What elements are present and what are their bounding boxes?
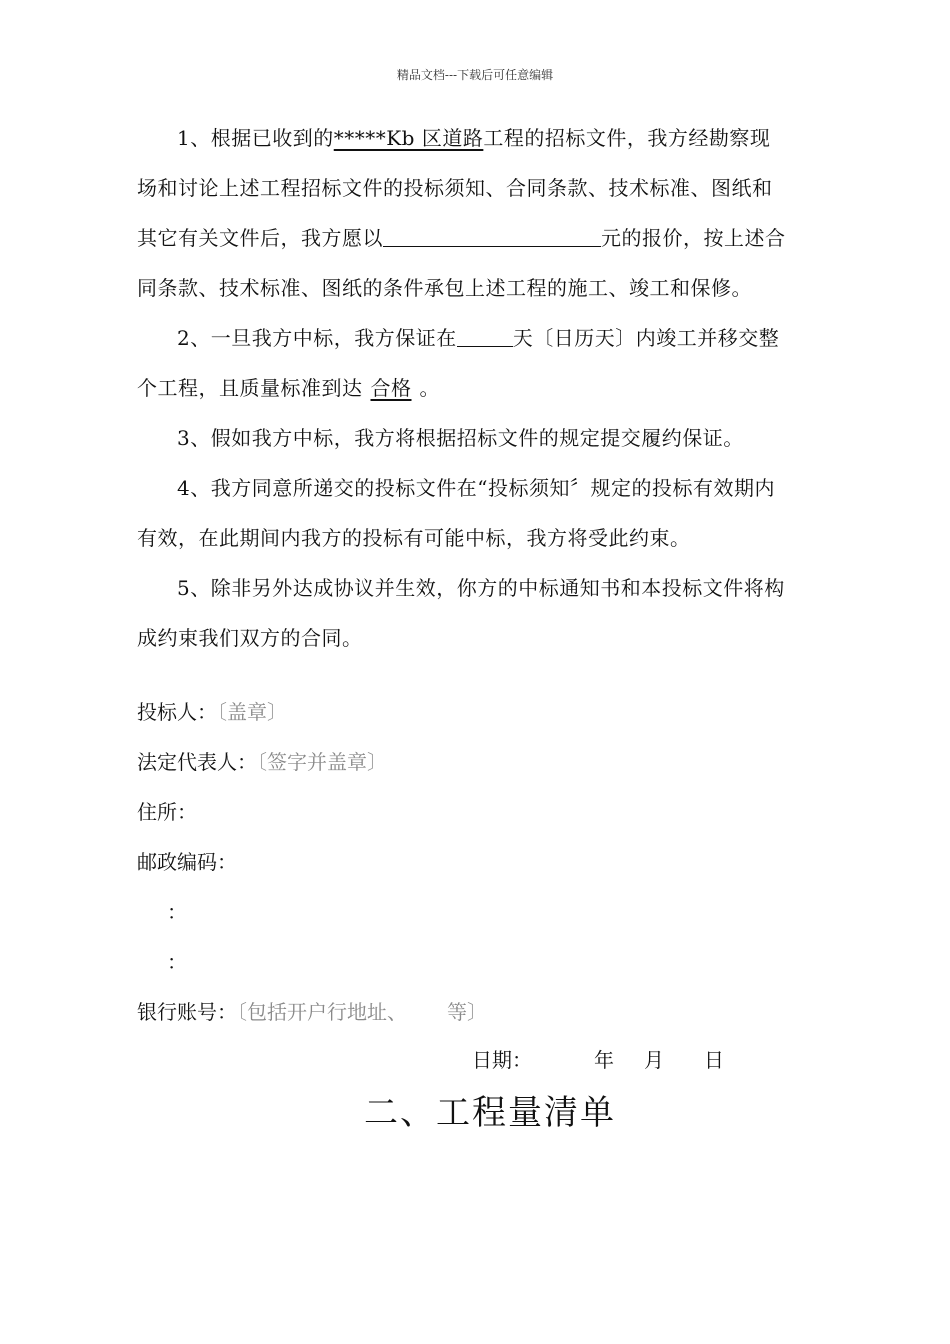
bank-account-label: 银行账号： (137, 1000, 237, 1024)
para4-line1: 4、我方同意所递交的投标文件在“投标须知〞规定的投标有效期内 (177, 476, 775, 500)
para1-line3 (137, 213, 837, 263)
para1-text: 工程的招标文件，我方经勘察现 (483, 126, 771, 150)
para2-text: 天〔日历天〕内竣工并移交整 (512, 326, 780, 350)
para3: 3、假如我方中标，我方将根据招标文件的规定提交履约保证。 (177, 426, 744, 450)
para2-text: 2、一旦我方中标，我方保证在 (177, 326, 457, 350)
bank-account-field (137, 997, 487, 1027)
representative-note: 〔签字并盖章〕 (257, 750, 387, 774)
bidder-field (137, 697, 287, 727)
representative-field (137, 747, 387, 777)
date-year: 年 (594, 1048, 614, 1072)
para5-line1: 5、除非另外达成协议并生效，你方的中标通知书和本投标文件将构 (177, 576, 785, 600)
date-label: 日期： (472, 1048, 532, 1072)
para1-line4: 同条款、技术标准、图纸的条件承包上述工程的施工、竣工和保修。 (137, 276, 752, 300)
quality-standard: 合格 (370, 376, 412, 400)
project-name: *****Kb 区道路 (333, 126, 484, 150)
date-line (472, 1045, 724, 1075)
postcode-field: 邮政编码： (137, 850, 237, 874)
date-day: 日 (704, 1048, 724, 1072)
address-field: 住所： (137, 800, 197, 824)
para5-line2: 成约束我们双方的合同。 (137, 626, 363, 650)
days-blank (457, 324, 513, 347)
price-blank (383, 224, 601, 247)
bank-note: 〔包括开户行地址、 (237, 1000, 407, 1024)
para4-line2: 有效，在此期间内我方的投标有可能中标，我方将受此约束。 (137, 526, 691, 550)
para1-text: 1、根据已收到的 (177, 126, 334, 150)
para1-line2: 场和讨论上述工程招标文件的投标须知、合同条款、技术标准、图纸和 (137, 176, 773, 200)
para2-text: 个工程，且质量标准到达 (137, 376, 363, 400)
bank-note: 等〕 (447, 1000, 487, 1024)
representative-label: 法定代表人： (137, 750, 257, 774)
bidder-note: 〔盖章〕 (217, 700, 287, 724)
unlabeled-field-2: ： (167, 950, 187, 974)
date-month: 月 (644, 1048, 664, 1072)
section-title: 二、工程量清单 (364, 1093, 616, 1133)
page-header: 精品文档---下载后可任意编辑 (396, 68, 554, 82)
para1-text: 元的报价，按上述合 (601, 226, 786, 250)
para2-line2 (137, 363, 837, 413)
unlabeled-field-1: ： (167, 900, 187, 924)
para1-line1 (137, 113, 837, 163)
para2-text: 。 (419, 376, 440, 400)
bidder-label: 投标人： (137, 700, 217, 724)
para1-text: 其它有关文件后，我方愿以 (137, 226, 383, 250)
para2-line1 (137, 313, 837, 363)
